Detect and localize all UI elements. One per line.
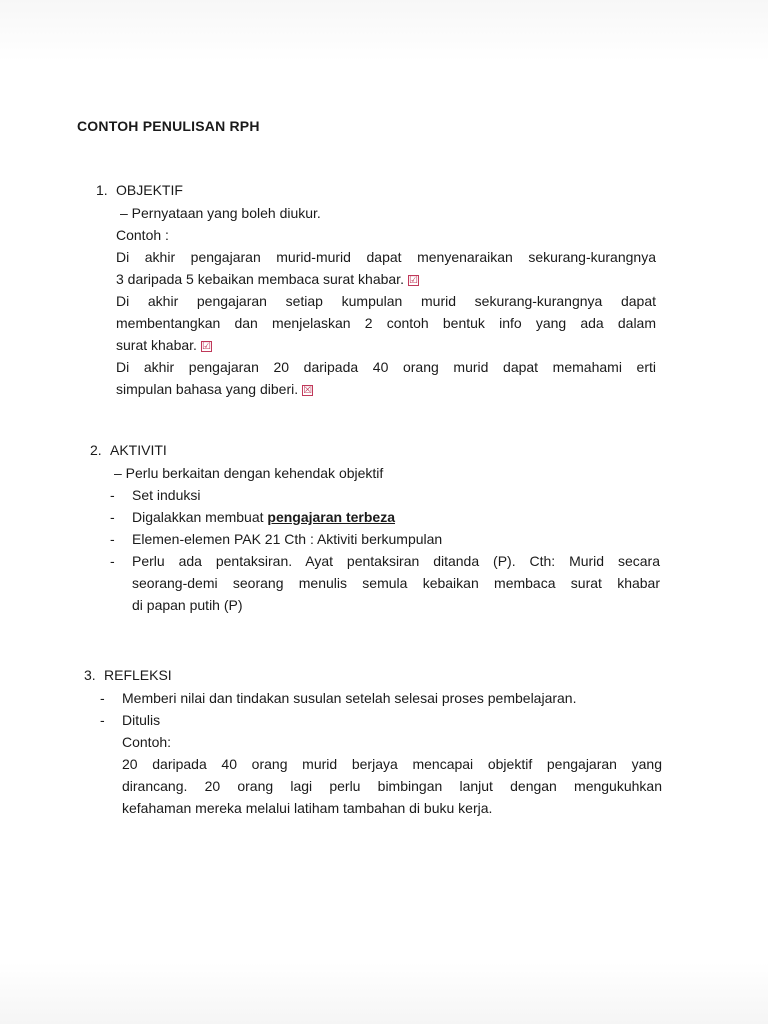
aktiviti-body bbox=[90, 462, 660, 616]
objective-text-line: 3 daripada 5 kebaikan membaca surat khabar. bbox=[116, 271, 404, 287]
reflection-text: dirancang. 20 orang lagi perlu bimbingan lanjut dengan mengukuhkan bbox=[122, 778, 662, 794]
objektif-body bbox=[116, 202, 656, 400]
section-subtitle: – Pernyataan yang boleh diukur. bbox=[120, 205, 321, 221]
list-item-text: Elemen-elemen PAK 21 Cth : Aktiviti berkumpulan bbox=[132, 531, 443, 547]
bullet-dash: - bbox=[110, 509, 115, 525]
objective-text bbox=[116, 268, 656, 290]
list-item-text-plain: Digalakkan membuat bbox=[132, 509, 268, 525]
bullet-dash: - bbox=[110, 553, 115, 569]
objective-text-line: surat khabar. bbox=[116, 337, 197, 353]
objective-text bbox=[116, 378, 656, 400]
list-item-line: seorang-demi seorang menulis semula kebaikan membaca surat khabar bbox=[132, 575, 660, 591]
checkbox-checked-icon: ☑ bbox=[408, 274, 418, 286]
list-item-text: Set induksi bbox=[132, 487, 201, 503]
list-item bbox=[110, 484, 660, 506]
section-aktiviti bbox=[90, 440, 660, 616]
reflection-text: kefahaman mereka melalui latiham tambahan di buku kerja. bbox=[122, 800, 493, 816]
bullet-dash: - bbox=[100, 690, 105, 706]
refleksi-body bbox=[84, 687, 664, 819]
section-title: REFLEKSI bbox=[104, 667, 172, 683]
list-item-line: Perlu ada pentaksiran. Ayat pentaksiran ditanda (P). Cth: Murid secara bbox=[132, 553, 660, 569]
section-title: AKTIVITI bbox=[110, 442, 167, 458]
objective-text-line: simpulan bahasa yang diberi. bbox=[116, 381, 299, 397]
document-title: CONTOH PENULISAN RPH bbox=[77, 118, 260, 134]
bullet-dash: - bbox=[100, 712, 105, 728]
section-subtitle: – Perlu berkaitan dengan kehendak objektif bbox=[114, 465, 384, 481]
list-item-line: di papan putih (P) bbox=[132, 597, 243, 613]
objective-text: Di akhir pengajaran murid-murid dapat menyenaraikan sekurang-kurangnya bbox=[116, 249, 656, 265]
example-label: Contoh: bbox=[122, 734, 172, 750]
section-heading bbox=[90, 440, 660, 460]
section-objektif bbox=[96, 180, 656, 400]
section-heading bbox=[84, 665, 664, 685]
section-number: 2. bbox=[90, 442, 102, 458]
section-number: 3. bbox=[84, 667, 96, 683]
reflection-text: 20 daripada 40 orang murid berjaya mencapai objektif pengajaran yang bbox=[122, 756, 662, 772]
checkbox-checked-icon: ☑ bbox=[201, 340, 211, 352]
list-item-text bbox=[132, 550, 660, 616]
list-item bbox=[100, 687, 664, 709]
section-refleksi bbox=[84, 665, 664, 819]
bullet-dash: - bbox=[110, 487, 115, 503]
list-item bbox=[100, 709, 664, 731]
list-item-text bbox=[132, 506, 660, 528]
list-item bbox=[110, 550, 660, 616]
objective-text: Di akhir pengajaran setiap kumpulan murid sekurang-kurangnya dapat bbox=[116, 293, 656, 309]
emphasis-underlined: pengajaran terbeza bbox=[267, 509, 396, 525]
bullet-dash: - bbox=[110, 531, 115, 547]
list-item bbox=[110, 528, 660, 550]
checkbox-crossed-icon: ☒ bbox=[303, 384, 313, 396]
section-title: OBJEKTIF bbox=[116, 182, 183, 198]
list-item-text: Memberi nilai dan tindakan susulan setelah selesai proses pembelajaran. bbox=[122, 690, 577, 706]
objective-text: Di akhir pengajaran 20 daripada 40 orang murid dapat memahami erti bbox=[116, 359, 656, 375]
objective-text: membentangkan dan menjelaskan 2 contoh bentuk info yang ada dalam bbox=[116, 315, 656, 331]
list-item bbox=[110, 506, 660, 528]
section-number: 1. bbox=[96, 182, 108, 198]
reflection-example bbox=[122, 753, 662, 819]
objective-text bbox=[116, 334, 656, 356]
list-item-text: Ditulis bbox=[122, 712, 161, 728]
section-heading bbox=[96, 180, 656, 200]
example-label: Contoh : bbox=[116, 227, 169, 243]
